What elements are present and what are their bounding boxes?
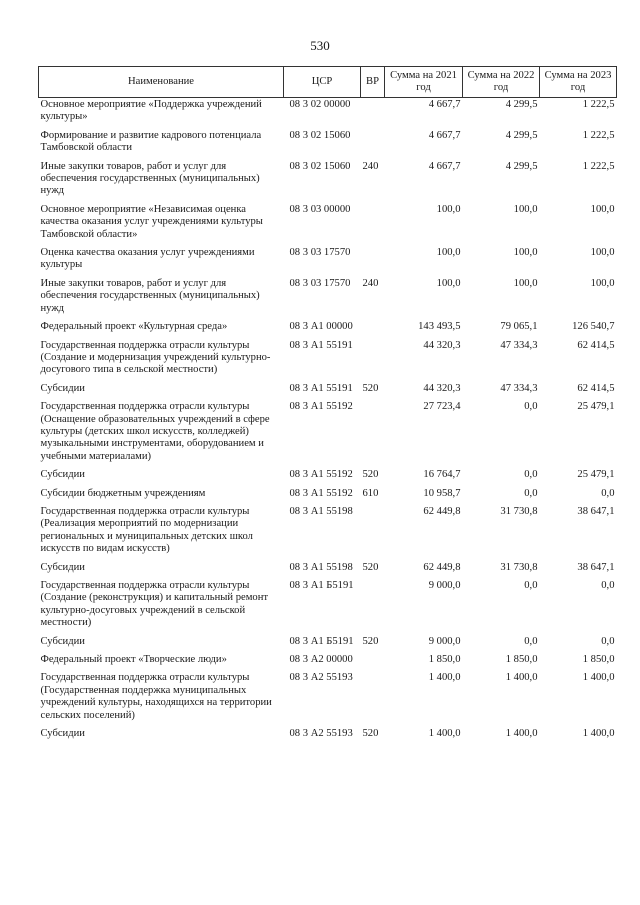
cell-sum-2022: 79 065,1	[500, 321, 538, 333]
cell-vr	[361, 666, 385, 722]
table-row	[39, 272, 617, 315]
cell-sum-2023: 1 400,0	[582, 672, 615, 684]
cell-csr: 08 3 А1 55198	[289, 561, 353, 573]
cell-sum-2023: 1 222,5	[582, 99, 615, 110]
cell-vr	[361, 241, 385, 272]
cell-sum-2022: 1 400,0	[505, 672, 538, 684]
cell-vr	[361, 648, 385, 666]
table-row	[39, 500, 617, 556]
cell-sum-2021: 4 667,7	[428, 99, 461, 110]
cell-sum-2022: 47 334,3	[500, 339, 538, 351]
column-header-sum-2021: Сумма на 2021 год	[385, 67, 463, 98]
cell-vr: 520	[362, 382, 379, 394]
cell-vr	[361, 98, 385, 124]
cell-vr: 520	[362, 728, 379, 740]
cell-sum-2021: 1 850,0	[428, 654, 461, 666]
cell-sum-2021: 4 667,7	[428, 160, 461, 172]
cell-csr: 08 3 А2 55193	[289, 728, 353, 740]
cell-name: Федеральный проект «Культурная среда»	[40, 321, 228, 333]
cell-vr	[361, 334, 385, 377]
cell-vr	[361, 315, 385, 333]
table-row	[39, 334, 617, 377]
cell-sum-2023: 100,0	[590, 277, 615, 289]
cell-sum-2023: 38 647,1	[577, 561, 615, 573]
cell-name: Формирование и развитие кадрового потенциала Тамбовской области	[40, 129, 262, 154]
cell-sum-2022: 1 400,0	[505, 728, 538, 740]
cell-name: Субсидии	[40, 635, 85, 647]
cell-sum-2023: 100,0	[590, 203, 615, 215]
cell-sum-2022: 1 850,0	[505, 654, 538, 666]
table-row	[39, 574, 617, 630]
cell-sum-2023: 38 647,1	[577, 505, 615, 517]
cell-vr: 240	[362, 160, 379, 172]
cell-sum-2022: 31 730,8	[500, 505, 538, 517]
cell-sum-2022: 100,0	[513, 247, 538, 259]
table-row	[39, 198, 617, 241]
cell-name: Государственная поддержка отрасли культуры (Создание и модернизация учреждений культурно-досугового типа в сельской местности)	[40, 339, 271, 376]
cell-name: Государственная поддержка отрасли культуры (Государственная поддержка муниципальных учреждений культуры, находящихся на территории сельских поселений)	[40, 672, 272, 721]
cell-csr: 08 3 02 15060	[289, 160, 351, 172]
cell-sum-2022: 100,0	[513, 277, 538, 289]
cell-vr: 520	[362, 635, 379, 647]
cell-sum-2021: 27 723,4	[423, 401, 461, 413]
cell-sum-2022: 4 299,5	[505, 160, 538, 172]
cell-vr: 240	[362, 277, 379, 289]
cell-sum-2022: 0,0	[524, 401, 538, 413]
cell-vr	[361, 124, 385, 155]
page-number: 530	[310, 38, 330, 53]
cell-sum-2022: 0,0	[524, 469, 538, 481]
table-row	[39, 241, 617, 272]
cell-sum-2021: 100,0	[436, 277, 461, 289]
cell-name: Субсидии бюджетным учреждениям	[40, 487, 206, 499]
cell-sum-2023: 25 479,1	[577, 401, 615, 413]
table-row	[39, 124, 617, 155]
table-body	[39, 98, 617, 741]
cell-csr: 08 3 А1 55198	[289, 505, 353, 517]
cell-sum-2021: 1 400,0	[428, 672, 461, 684]
cell-sum-2023: 126 540,7	[572, 321, 615, 333]
cell-name: Основное мероприятие «Поддержка учреждений культуры»	[40, 99, 262, 123]
cell-sum-2021: 9 000,0	[428, 635, 461, 647]
cell-name: Иные закупки товаров, работ и услуг для обеспечения государственных (муниципальных) нужд	[40, 277, 260, 314]
budget-table	[38, 66, 617, 740]
column-header-sum-2022: Сумма на 2022 год	[463, 67, 540, 98]
cell-csr: 08 3 А2 55193	[289, 672, 353, 684]
cell-sum-2022: 4 299,5	[505, 99, 538, 110]
cell-sum-2023: 1 850,0	[582, 654, 615, 666]
cell-name: Государственная поддержка отрасли культуры (Реализация мероприятий по модернизации региональных и муниципальных детских школ искусств по видам искусств)	[40, 505, 253, 555]
column-header-name: Наименование	[39, 67, 284, 98]
cell-sum-2022: 0,0	[524, 580, 538, 591]
table-row	[39, 463, 617, 481]
cell-csr: 08 3 02 00000	[289, 99, 351, 110]
table-row	[39, 377, 617, 395]
cell-sum-2022: 0,0	[524, 635, 538, 647]
cell-name: Государственная поддержка отрасли культуры (Создание (реконструкция) и капитальный ремонт культурно-досуговых учреждений в сельской местности)	[40, 580, 268, 629]
cell-name: Субсидии	[40, 382, 85, 394]
cell-vr: 520	[362, 561, 379, 573]
column-header-csr: ЦСР	[284, 67, 361, 98]
column-header-vr: ВР	[361, 67, 385, 98]
cell-csr: 08 3 02 15060	[289, 129, 351, 141]
cell-csr: 08 3 А1 00000	[289, 321, 353, 333]
cell-vr	[361, 500, 385, 556]
cell-vr: 520	[362, 469, 379, 481]
table-row	[39, 556, 617, 574]
cell-name: Субсидии	[40, 469, 85, 481]
cell-sum-2021: 4 667,7	[428, 129, 461, 141]
cell-sum-2023: 1 222,5	[582, 160, 615, 172]
cell-vr	[361, 395, 385, 463]
cell-sum-2021: 62 449,8	[423, 561, 461, 573]
cell-csr: 08 3 03 00000	[289, 203, 351, 215]
cell-sum-2023: 1 400,0	[582, 728, 615, 740]
cell-name: Оценка качества оказания услуг учреждениями культуры	[40, 247, 255, 271]
cell-sum-2022: 31 730,8	[500, 561, 538, 573]
cell-sum-2022: 47 334,3	[500, 382, 538, 394]
cell-csr: 08 3 А1 55191	[289, 382, 353, 394]
cell-sum-2021: 100,0	[436, 247, 461, 259]
cell-sum-2023: 0,0	[601, 635, 615, 647]
table-row	[39, 722, 617, 740]
cell-name: Иные закупки товаров, работ и услуг для обеспечения государственных (муниципальных) нужд	[40, 160, 260, 197]
cell-csr: 08 3 03 17570	[289, 247, 351, 259]
cell-sum-2023: 62 414,5	[577, 339, 615, 351]
table-header	[39, 67, 617, 98]
cell-csr: 08 3 А1 55192	[289, 487, 353, 499]
cell-csr: 08 3 03 17570	[289, 277, 351, 289]
cell-name: Федеральный проект «Творческие люди»	[40, 654, 227, 666]
cell-sum-2021: 44 320,3	[423, 339, 461, 351]
cell-name: Основное мероприятие «Независимая оценка качества оказания услуг учреждениями культуры Тамбовской области»	[40, 203, 263, 240]
cell-sum-2021: 100,0	[436, 203, 461, 215]
cell-vr: 610	[362, 487, 379, 499]
cell-sum-2021: 1 400,0	[428, 728, 461, 740]
cell-sum-2021: 44 320,3	[423, 382, 461, 394]
cell-sum-2021: 62 449,8	[423, 505, 461, 517]
cell-sum-2022: 4 299,5	[505, 129, 538, 141]
cell-vr	[361, 198, 385, 241]
cell-csr: 08 3 А1 Б5191	[289, 635, 354, 647]
cell-sum-2021: 143 493,5	[418, 321, 461, 333]
cell-sum-2023: 25 479,1	[577, 469, 615, 481]
cell-sum-2021: 16 764,7	[423, 469, 461, 481]
cell-sum-2023: 0,0	[601, 580, 615, 591]
table-row	[39, 482, 617, 500]
cell-sum-2021: 10 958,7	[423, 487, 461, 499]
cell-csr: 08 3 А1 55192	[289, 401, 353, 413]
cell-sum-2021: 9 000,0	[428, 580, 461, 591]
cell-sum-2023: 0,0	[601, 487, 615, 499]
table-row	[39, 648, 617, 666]
cell-name: Государственная поддержка отрасли культуры (Оснащение образовательных учреждений в сфере культуры (детских школ искусств, колледжей) музыкальными инструментами, оборудованием и учебными материалами)	[40, 401, 270, 462]
column-header-sum-2023: Сумма на 2023 год	[540, 67, 617, 98]
cell-sum-2023: 100,0	[590, 247, 615, 259]
table-row	[39, 630, 617, 648]
cell-sum-2022: 100,0	[513, 203, 538, 215]
cell-sum-2023: 1 222,5	[582, 129, 615, 141]
cell-name: Субсидии	[40, 728, 85, 740]
table-row	[39, 315, 617, 333]
cell-sum-2023: 62 414,5	[577, 382, 615, 394]
cell-csr: 08 3 А1 55192	[289, 469, 353, 481]
cell-name: Субсидии	[40, 561, 85, 573]
table-row	[39, 666, 617, 722]
cell-csr: 08 3 А1 55191	[289, 339, 353, 351]
table-row	[39, 155, 617, 198]
table-row	[39, 395, 617, 463]
cell-csr: 08 3 А2 00000	[289, 654, 353, 666]
cell-sum-2022: 0,0	[524, 487, 538, 499]
cell-vr	[361, 574, 385, 630]
cell-csr: 08 3 А1 Б5191	[289, 580, 354, 591]
table-row	[39, 98, 617, 124]
